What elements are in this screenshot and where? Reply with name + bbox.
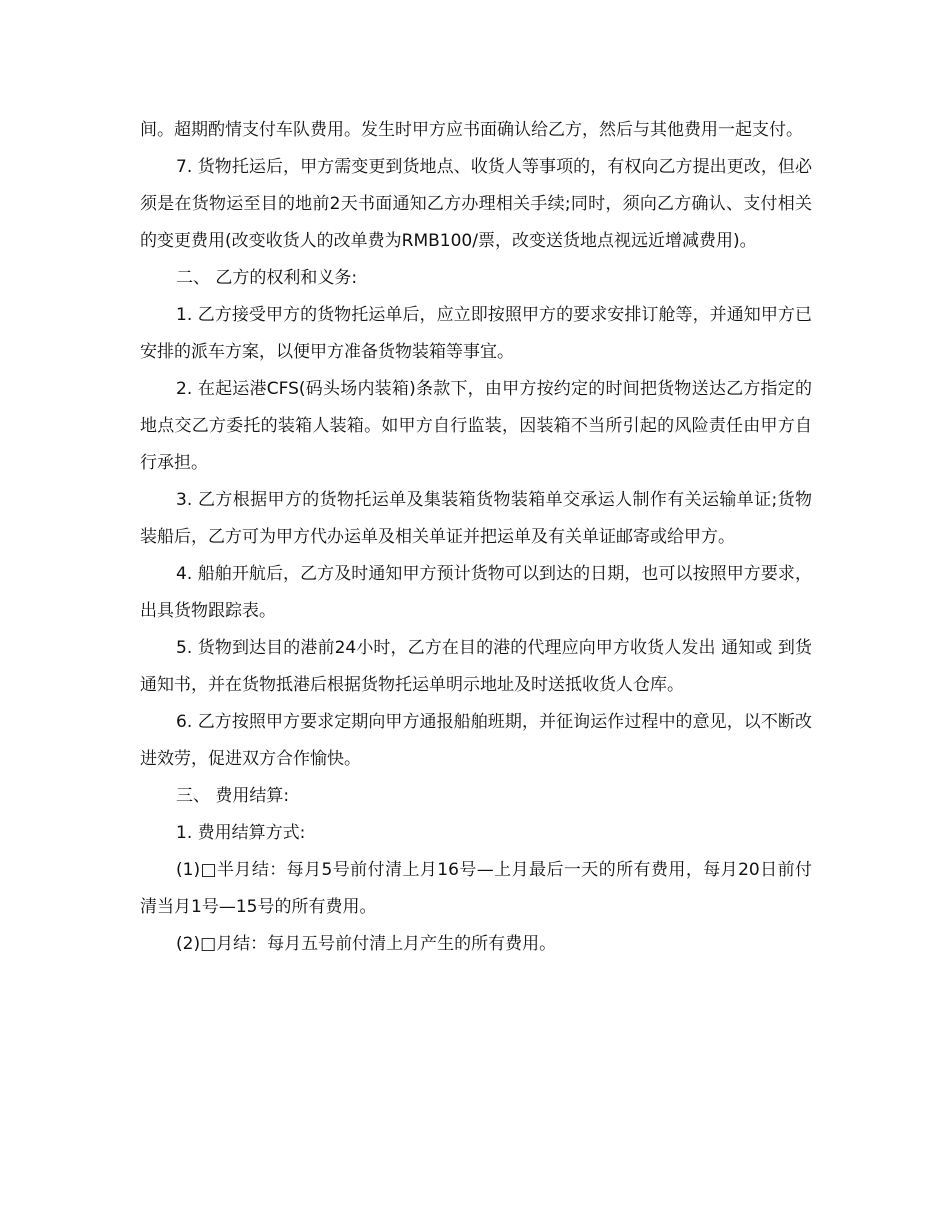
paragraph-s2-item-1: 1. 乙方接受甲方的货物托运单后，应立即按照甲方的要求安排订舱等，并通知甲方已安排的派车方案，以便甲方准备货物装箱等事宜。 — [140, 305, 812, 362]
paragraph-continuation: 间。超期酌情支付车队费用。发生时甲方应书面确认给乙方，然后与其他费用一起支付。 — [140, 120, 803, 140]
paragraph-s2-item-5: 5. 货物到达目的港前24小时，乙方在目的港的代理应向甲方收货人发出 通知或 到货通知书，并在货物抵港后根据货物托运单明示地址及时送抵收货人仓库。 — [140, 638, 812, 695]
document-body — [140, 112, 812, 963]
paragraph-item-7: 7. 货物托运后，甲方需变更到货地点、收货人等事项的，有权向乙方提出更改，但必须是在货物运至目的地前2天书面通知乙方办理相关手续;同时，须向乙方确认、支付相关的变更费用(改变收货人的改单费为RMB100/票，改变送货地点视远近增减费用)。 — [140, 157, 812, 251]
paragraph-s3-option-2: (2)□月结：每月五号前付清上月产生的所有费用。 — [176, 934, 557, 954]
paragraph-s3-item-1: 1. 费用结算方式: — [176, 823, 306, 843]
paragraph-s2-item-2: 2. 在起运港CFS(码头场内装箱)条款下，由甲方按约定的时间把货物送达乙方指定的地点交乙方委托的装箱人装箱。如甲方自行监装，因装箱不当所引起的风险责任由甲方自行承担。 — [140, 379, 812, 473]
paragraph-s2-item-4: 4. 船舶开航后，乙方及时通知甲方预计货物可以到达的日期，也可以按照甲方要求，出具货物跟踪表。 — [140, 564, 812, 621]
section-heading-fee-settlement: 三、 费用结算: — [176, 786, 290, 806]
paragraph-s2-item-6: 6. 乙方按照甲方要求定期向甲方通报船舶班期，并征询运作过程中的意见，以不断改进效劳，促进双方合作愉快。 — [140, 712, 812, 769]
paragraph-s3-option-1: (1)□半月结：每月5号前付清上月16号—上月最后一天的所有费用，每月20日前付清当月1号—15号的所有费用。 — [140, 860, 812, 917]
section-heading-party-b-rights: 二、 乙方的权利和义务: — [176, 268, 358, 288]
paragraph-s2-item-3: 3. 乙方根据甲方的货物托运单及集装箱货物装箱单交承运人制作有关运输单证;货物装船后，乙方可为甲方代办运单及相关单证并把运单及有关单证邮寄或给甲方。 — [140, 490, 812, 547]
